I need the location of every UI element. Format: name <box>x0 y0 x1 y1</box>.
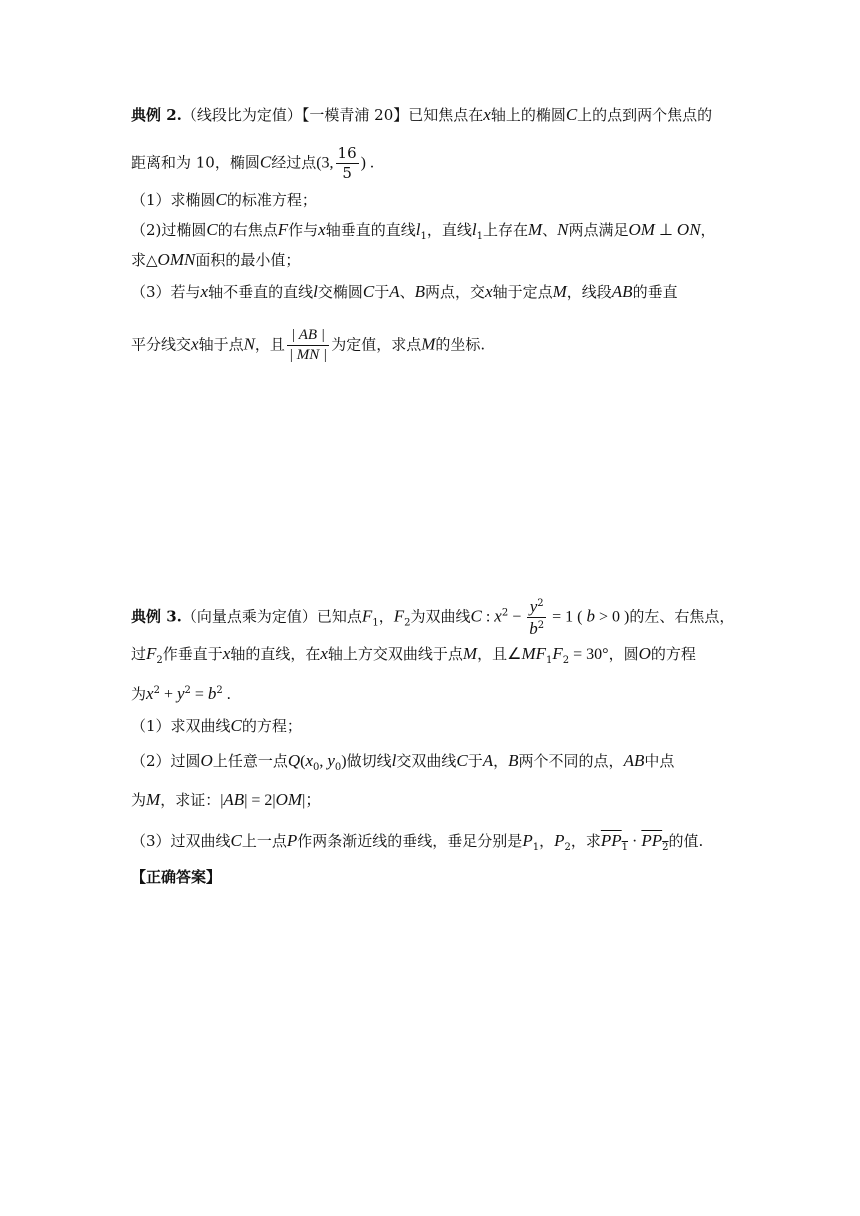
ex3-line-2: 过$F_2$作垂直于x轴的直线，在x轴上方交双曲线于点M，且$\angle MF_1F_2 = 30^\circ$，圆O的方程 <box>131 644 696 666</box>
ex2-q3: （3）若与x轴不垂直的直线l交椭圆C于A、B两点，交x轴于定点M，线段AB的垂直 <box>131 282 678 301</box>
ex2-q1: （1）求椭圆C的标准方程； <box>131 190 317 209</box>
ex2-point-fraction: $\frac{16}{5}$ <box>337 144 357 182</box>
ex2-q2-line2: 求△OMN面积的最小值； <box>131 250 301 269</box>
ex2-intro-1: （线段比为定值）【一模青浦 20】已知焦点在 <box>181 106 484 124</box>
ex2-line2-b: 经过点 <box>271 153 317 172</box>
ex2-line2-a: 距离和为 10，椭圆 <box>131 153 260 172</box>
hyperbola-fraction: $\frac{y^2}{b^2}$ <box>529 597 545 638</box>
ex3-q2: （2）过圆O上任意一点$Q(x_0$, $y_0$)做切线l交双曲线C于A，B两个不同的点，AB中点 <box>131 751 675 773</box>
ex3-label: 典例 3 <box>131 607 177 626</box>
ex2-label: 典例 2 <box>131 106 177 124</box>
ex3-q1: （1）求双曲线C的方程； <box>131 716 302 735</box>
ab-mn-fraction: $\frac{| AB |}{| MN |}$ <box>288 327 328 363</box>
ex2-line-1: 典例 2.（线段比为定值）【一模青浦 20】已知焦点在x轴上的椭圆C上的点到两个焦点的 <box>131 105 713 124</box>
ex2-q3-line2: 平分线交x轴于点N，且 $\frac{| AB |}{| MN |}$ 为定值，求点M的坐标. <box>131 327 486 363</box>
ex3-q2-line2: 为M，求证：|AB| = 2|OM|； <box>131 790 322 809</box>
ex2-intro-3: 上的点到两个焦点的 <box>577 106 713 124</box>
ex2-q2: （2)过椭圆C的右焦点F作与x轴垂直的直线$l_1$，直线$l_1$上存在M、N两点满足OM ⊥ ON， <box>131 220 716 242</box>
answer-label: 【正确答案】 <box>131 868 222 886</box>
ex3-line-1: 典例 3.（向量点乘为定值）已知点$F_1$，$F_2$为双曲线C : $x^2$ − $\frac{y^2}{b^2}$ = 1 ( b > 0 )的左、右焦点， <box>131 597 735 638</box>
ex2-line-2: 距离和为 10，椭圆C经过点(3, $\frac{16}{5}$ ) . <box>131 144 374 182</box>
ex3-line-3: 为$x^2 + y^2 = b^2$ . <box>131 684 231 703</box>
ex3-q3: （3）过双曲线C上一点P作两条渐近线的垂线，垂足分别是$P_1$，$P_2$，求$\overline{PP}_1 \cdot \overline{PP}_2$的值. <box>131 831 704 853</box>
ex2-intro-2: 轴上的椭圆 <box>490 106 566 124</box>
